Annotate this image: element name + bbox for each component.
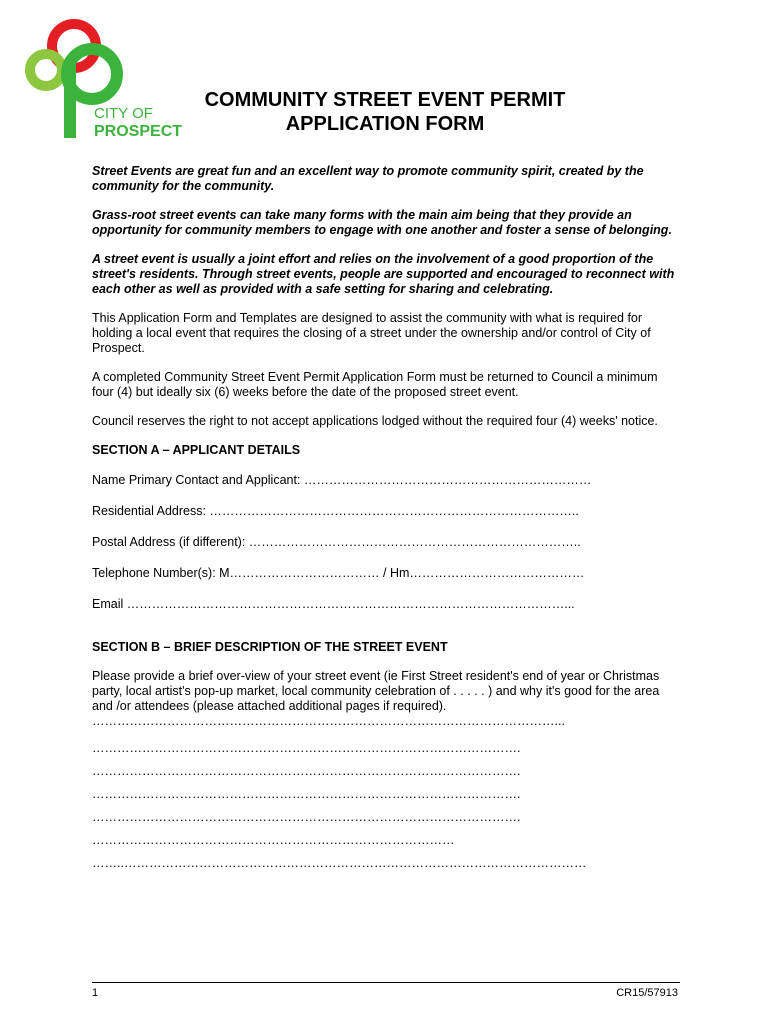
- field-residential-address[interactable]: Residential Address: ……………………………………………………………………………..: [92, 504, 579, 518]
- section-b-prompt: Please provide a brief over-view of your street event (ie First Street resident's end of year or Christmas party, local artist's pop-up market, local community celebration of . . . . . ) and why it's good for the area and /or attendees (please attached additional pages if required).: [92, 669, 660, 713]
- intro-paragraph-1: Street Events are great fun and an excellent way to promote community spirit, created by the community for the community.: [92, 164, 644, 193]
- title-line2: APPLICATION FORM: [285, 113, 485, 135]
- document-reference: CR15/57913: [616, 987, 678, 999]
- document-body: [92, 164, 682, 875]
- logo-text-line1: CITY OF: [94, 105, 153, 122]
- footer-divider: [92, 982, 680, 983]
- logo-lime-ring: [30, 54, 62, 86]
- section-a-heading: SECTION A – APPLICANT DETAILS: [92, 443, 301, 457]
- description-line-7[interactable]: ……..…………………………………………………………………………………………………: [92, 856, 587, 870]
- description-line-4[interactable]: ………………………………………………………………………………………….: [92, 787, 521, 801]
- description-line-6[interactable]: ……………………………………………………………………………: [92, 833, 455, 847]
- intro-paragraph-4: This Application Form and Templates are designed to assist the community with what is required for holding a local event that requires the closing of a street under the ownership and/or control of City of Prospect.: [92, 311, 651, 355]
- intro-paragraph-3: A street event is usually a joint effort and relies on the involvement of a good proportion of the street's residents. Through street events, people are supported and encouraged to reconnect with each other as well as provided with a safe setting for sharing and celebrating.: [92, 252, 675, 296]
- intro-paragraph-2: Grass-root street events can take many forms with the main aim being that they provide an opportunity for community members to engage with one another and foster a sense of belonging.: [92, 208, 672, 237]
- field-postal-address[interactable]: Postal Address (if different): ……………………………………………………………………..: [92, 535, 581, 549]
- description-line-1[interactable]: …………………………………………………………………………………………………...: [92, 714, 565, 728]
- description-line-2[interactable]: ………………………………………………………………………………………….: [92, 741, 521, 755]
- page-number: 1: [92, 987, 99, 999]
- description-line-5[interactable]: ………………………………………………………………………………………….: [92, 810, 521, 824]
- section-b-heading: SECTION B – BRIEF DESCRIPTION OF THE STREET EVENT: [92, 640, 448, 654]
- intro-paragraph-6: Council reserves the right to not accept applications lodged without the required four (4) weeks' notice.: [92, 414, 658, 428]
- logo-text-line2: PROSPECT: [94, 123, 183, 140]
- description-line-3[interactable]: ………………………………………………………………………………………….: [92, 764, 521, 778]
- page-title: [160, 88, 610, 136]
- field-telephone-numbers[interactable]: Telephone Number(s): M……………………………… / Hm……………………………………: [92, 566, 585, 580]
- field-email[interactable]: Email ……………………………………………………………………………………………...: [92, 597, 575, 611]
- intro-paragraph-5: A completed Community Street Event Permit Application Form must be returned to Council a minimum four (4) but ideally six (6) weeks before the date of the proposed street event.: [92, 370, 658, 399]
- title-line1: COMMUNITY STREET EVENT PERMIT: [204, 89, 566, 111]
- field-name-primary-contact[interactable]: Name Primary Contact and Applicant: ……………………………………………………………: [92, 473, 592, 487]
- logo-green-stem: [64, 64, 76, 138]
